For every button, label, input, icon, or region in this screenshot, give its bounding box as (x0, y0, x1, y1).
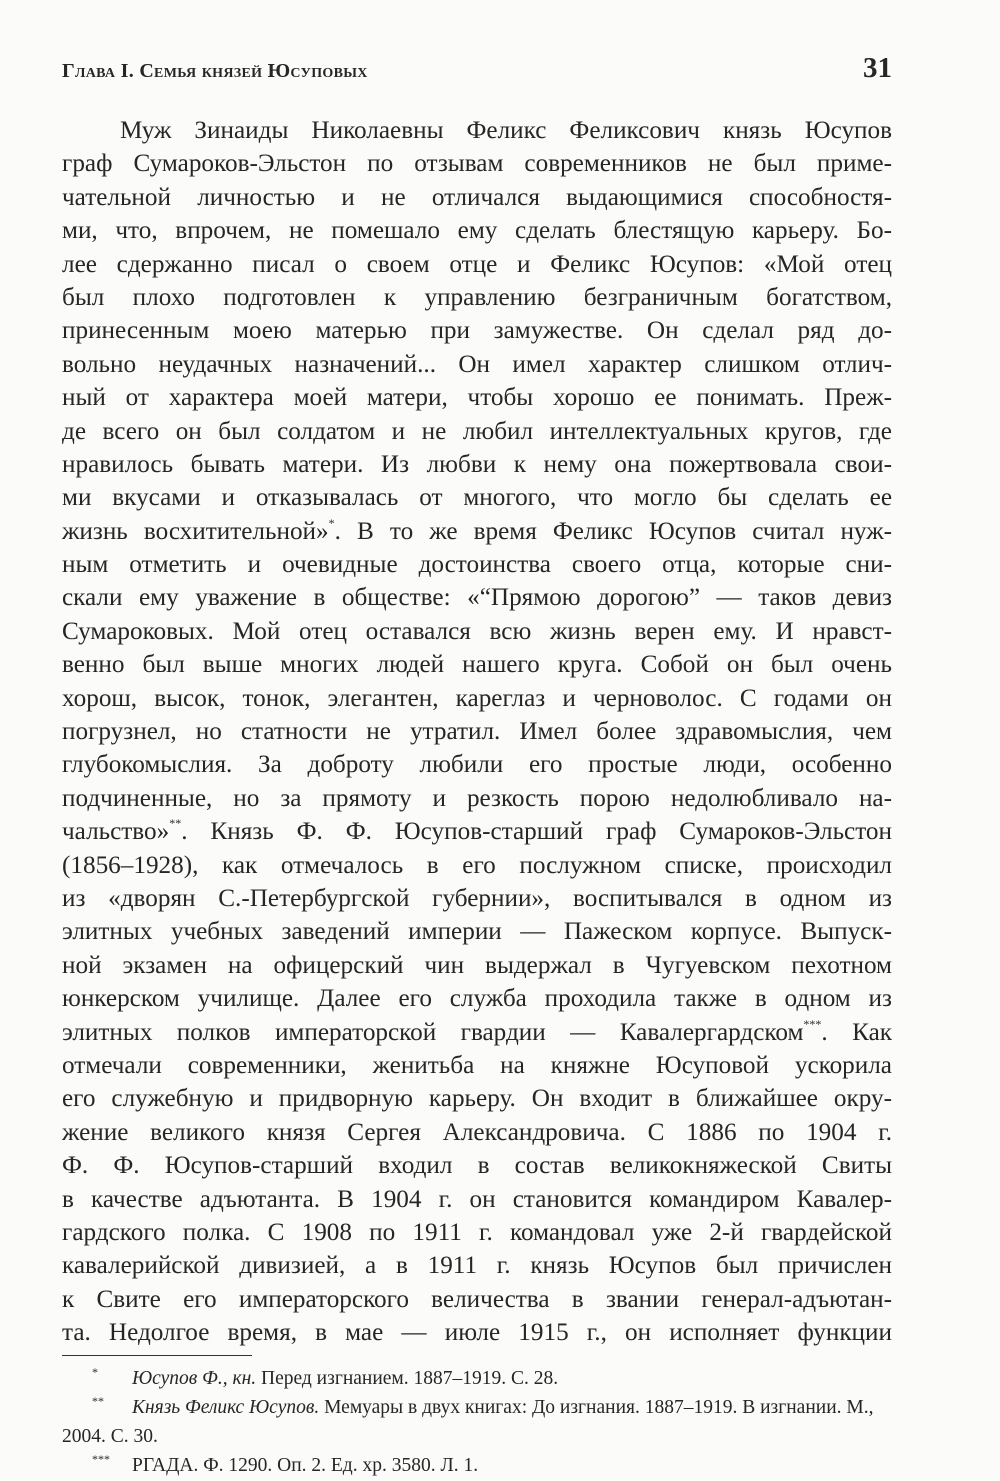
text-line: его служебную и придворную карьеру. Он входит в ближайшее окру- (62, 1085, 892, 1113)
footnote-ref: ** (169, 816, 182, 831)
text-line: нравилось бывать матери. Из любви к нему она пожертвовала свои- (62, 450, 892, 478)
text-segment: . В то же время Феликс Юсупов считал нуж- (334, 517, 892, 545)
text-line: элитных учебных заведений империи — Пажеском корпусе. Выпуск- (62, 918, 892, 946)
footnote-ref: *** (803, 1016, 822, 1031)
text-line: был плохо подготовлен к управлению безграничным богатством, (62, 283, 892, 311)
text-line: граф Сумароков-Эльстон по отзывам современников не был приме- (62, 150, 892, 178)
text-line: хорош, высок, тонок, элегантен, кареглаз и черноволос. С годами он (62, 684, 892, 712)
text-line: глубокомыслия. За доброту любили его простые люди, особенно (62, 751, 892, 779)
text-line: (1856–1928), как отмечалось в его послужном списке, происходил (62, 851, 892, 879)
text-line: в качестве адъютанта. В 1904 г. он становится командиром Кавалер- (62, 1185, 892, 1213)
footnote-text: РГАДА. Ф. 1290. Оп. 2. Ед. хр. 3580. Л. 1. (132, 1455, 479, 1477)
text-segment: . Князь Ф. Ф. Юсупов-старший граф Сумароков-Эльстон (181, 818, 892, 846)
book-page (62, 48, 892, 1480)
text-line: вольно неудачных назначений... Он имел характер слишком отлич- (62, 350, 892, 378)
text-line: жение великого князя Сергея Александровича. С 1886 по 1904 г. (62, 1118, 892, 1146)
text-line: погрузнел, но статности не утратил. Имел более здравомыслия, чем (62, 718, 892, 746)
text-line (62, 1016, 892, 1049)
text-line: лее сдержанно писал о своем отце и Феликс Юсупов: «Мой отец (62, 250, 892, 278)
text-line (62, 815, 892, 848)
text-line: венно был выше многих людей нашего круга. Собой он был очень (62, 651, 892, 679)
text-line: принесенным моею матерью при замужестве. Он сделал ряд до- (62, 317, 892, 345)
footnote: ** Князь Феликс Юсупов. Мемуары в двух книгах: До изгнания. 1887–1919. В изгнании. М., 2004. С. 30. (62, 1394, 874, 1448)
page-header (62, 48, 892, 104)
text-line: ми вкусами и отказывалась от многого, что могло бы сделать ее (62, 484, 892, 512)
footnote: * Юсупов Ф., кн. Перед изгнанием. 1887–1919. С. 28. (92, 1365, 559, 1390)
footnote-author: Князь Феликс Юсупов. (132, 1397, 320, 1419)
footnote-ref: * (328, 515, 335, 530)
text-line: Сумароковых. Мой отец оставался всю жизнь верен ему. И нравст- (62, 617, 892, 645)
footnotes (62, 1364, 892, 1480)
text-line (62, 515, 892, 548)
text-line: подчиненные, но за прямоту и резкость порою недолюбливало на- (62, 784, 892, 812)
text-segment: . Как (821, 1018, 892, 1046)
footnote: *** РГАДА. Ф. 1290. Оп. 2. Ед. хр. 3580. Л. 1. (92, 1452, 479, 1477)
footnote-divider (62, 1355, 252, 1356)
footnote-author: Юсупов Ф., кн. (132, 1368, 257, 1390)
text-line: Ф. Ф. Юсупов-старший входил в состав великокняжеской Свиты (62, 1152, 892, 1180)
text-segment: жизнь восхитительной» (62, 517, 329, 545)
text-line: ной экзамен на офицерский чин выдержал в Чугуевском пехотном (62, 951, 892, 979)
text-line: ным отметить и очевидные достоинства своего отца, которые сни- (62, 551, 892, 579)
text-line: де всего он был солдатом и не любил интеллектуальных кругов, где (62, 417, 892, 445)
text-line: ми, что, впрочем, не помешало ему сделать блестящую карьеру. Бо- (62, 217, 892, 245)
page-number: 31 (863, 52, 892, 84)
text-line: гардского полка. С 1908 по 1911 г. командовал уже 2-й гвардейской (62, 1218, 892, 1246)
text-line: Муж Зинаиды Николаевны Феликс Феликсович князь Юсупов (120, 117, 892, 144)
text-line: ный от характера моей матери, чтобы хорошо ее понимать. Преж- (62, 384, 892, 412)
text-segment: элитных полков императорской гвардии — Кавалергардском (62, 1018, 804, 1046)
text-segment: чальство» (62, 818, 170, 846)
text-line: та. Недолгое время, в мае — июле 1915 г., он исполняет функции (62, 1319, 892, 1347)
footnote-text: Мемуары в двух книгах: До изгнания. 1887–1919. В изгнании. М., 2004. С. 30. (62, 1397, 874, 1448)
text-line: отмечали современники, женитьба на княжне Юсуповой ускорила (62, 1051, 892, 1079)
text-line: скали ему уважение в обществе: «“Прямою дорогою” — таков девиз (62, 584, 892, 612)
text-line: к Свите его императорского величества в звании генерал-адъютан- (62, 1285, 892, 1313)
main-text (62, 114, 892, 1349)
text-line: кавалерийской дивизией, а в 1911 г. князь Юсупов был причислен (62, 1252, 892, 1280)
text-line: юнкерском училище. Далее его служба проходила также в одном из (62, 985, 892, 1013)
footnote-text: Перед изгнанием. 1887–1919. С. 28. (256, 1368, 559, 1390)
text-line: из «дворян С.-Петербургской губернии», воспитывался в одном из (62, 884, 892, 912)
running-head: Глава I. Семья князей Юсуповых (62, 60, 368, 82)
text-line: чательной личностью и не отличался выдающимися способностя- (62, 183, 892, 211)
